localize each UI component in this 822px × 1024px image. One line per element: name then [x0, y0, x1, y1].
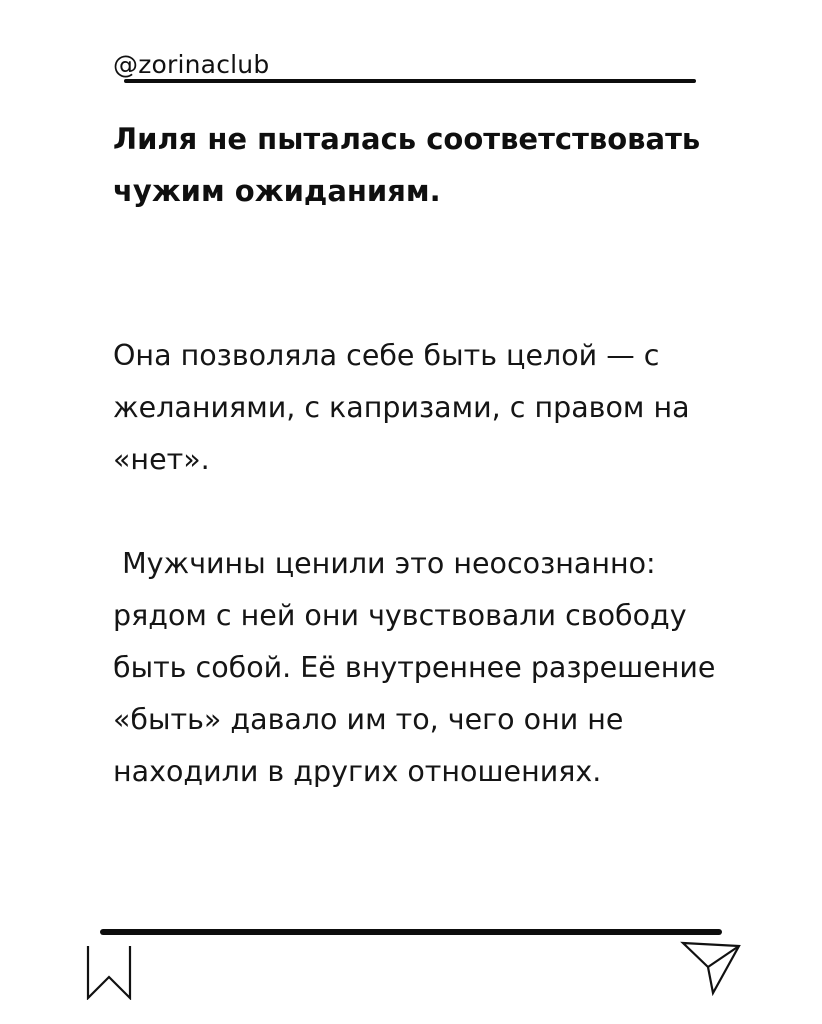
bookmark-icon[interactable] — [86, 944, 132, 1000]
post-paragraph-1: Она позволяла себе быть целой — с желаниями, с капризами, с правом на «нет». — [113, 339, 690, 476]
top-divider — [124, 79, 696, 83]
account-handle[interactable]: @zorinaclub — [113, 50, 270, 79]
post-headline: Лиля не пыталась соответствовать чужим ожиданиям. — [113, 122, 701, 208]
bottom-divider — [100, 929, 722, 935]
send-icon[interactable] — [680, 940, 742, 996]
post-paragraph-2: Мужчины ценили это неосознанно: рядом с ней они чувствовали свободу быть собой. Её внутреннее разрешение «быть» давало им то, чего они не находили в других отношениях. — [113, 547, 725, 788]
